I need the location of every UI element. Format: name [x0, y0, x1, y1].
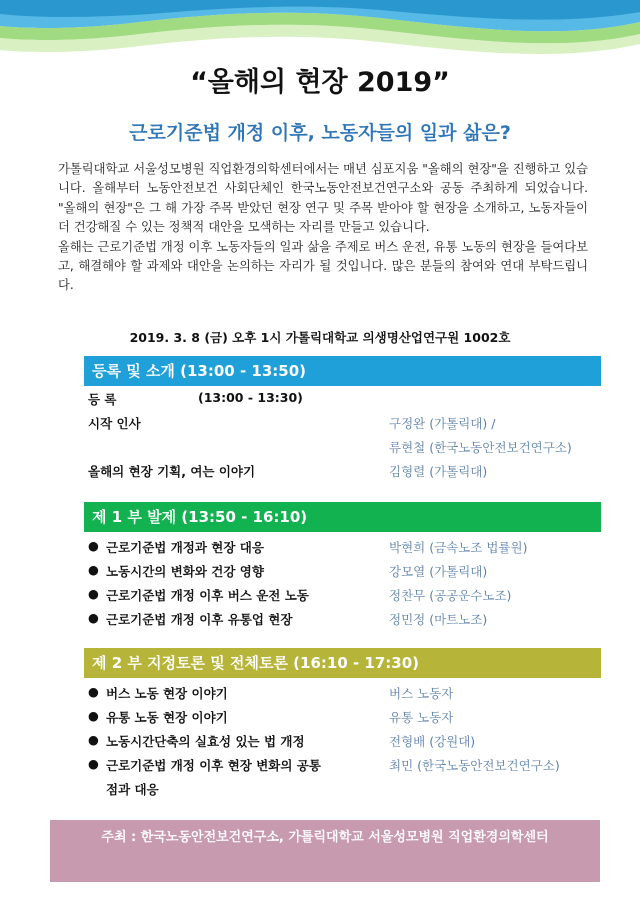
bullet-icon: ● [88, 610, 99, 625]
intro-text [58, 160, 588, 296]
program-speaker: 정찬무 (공공운수노조) [389, 588, 512, 603]
section-heading-registration: 등록 및 소개 (13:00 - 13:50) [84, 356, 601, 386]
event-date-location: 2019. 3. 8 (금) 오후 1시 가톨릭대학교 의생명산업연구원 1002호 [129, 330, 511, 345]
program-speaker: 버스 노동자 [389, 686, 454, 701]
program-item: 근로기준법 개정 이후 현장 변화의 공통 [106, 758, 321, 773]
program-item: 유통 노동 현장 이야기 [106, 710, 228, 725]
program-item: 근로기준법 개정과 현장 대응 [106, 540, 264, 555]
program-row [88, 414, 608, 438]
bullet-icon: ● [88, 756, 99, 771]
bullet-icon: ● [88, 562, 99, 577]
program-row [88, 438, 608, 462]
program-speaker: 전형배 (강원대) [389, 734, 476, 749]
section-heading-part1: 제 1 부 발제 (13:50 - 16:10) [84, 502, 601, 532]
program-speaker: 박현희 (금속노조 법률원) [389, 540, 528, 555]
program-speaker: 최민 (한국노동안전보건연구소) [389, 758, 560, 773]
program-item: 근로기준법 개정 이후 버스 운전 노동 [106, 588, 309, 603]
program-item: 등 록 [88, 392, 117, 407]
program-row [88, 732, 608, 756]
program-row [88, 390, 608, 414]
program-speaker: 강모열 (가톨릭대) [389, 564, 488, 579]
program-row [88, 780, 608, 804]
program-time: (13:00 - 13:30) [198, 390, 303, 405]
program-item: 근로기준법 개정 이후 유통업 현장 [106, 612, 293, 627]
program-speaker: 류현철 (한국노동안전보건연구소) [389, 440, 572, 455]
program-item: 노동시간단축의 실효성 있는 법 개정 [106, 734, 305, 749]
program-speaker: 구정완 (가톨릭대) / [389, 416, 496, 431]
bullet-icon: ● [88, 586, 99, 601]
program-row [88, 562, 608, 586]
program-speaker: 유통 노동자 [389, 710, 454, 725]
program-row [88, 610, 608, 634]
program-item: 노동시간의 변화와 건강 영향 [106, 564, 264, 579]
program-row [88, 586, 608, 610]
program-row [88, 708, 608, 732]
program-row [88, 756, 608, 780]
bullet-icon: ● [88, 684, 99, 699]
program-row [88, 538, 608, 562]
program-speaker: 김형렬 (가톨릭대) [389, 464, 488, 479]
bullet-icon: ● [88, 708, 99, 723]
program-item: 시작 인사 [88, 416, 141, 431]
page-title: “올해의 현장 2019” [190, 67, 450, 98]
section-heading-part2: 제 2 부 지정토론 및 전체토론 (16:10 - 17:30) [84, 648, 601, 678]
program-speaker: 정민정 (마트노조) [389, 612, 488, 627]
program-row [88, 462, 608, 486]
program-item: 버스 노동 현장 이야기 [106, 686, 228, 701]
intro-paragraph: 올해는 근로기준법 개정 이후 노동자들의 일과 삶을 주제로 버스 운전, 유통 노동의 현장을 들여다보고, 해결해야 할 과제와 대안을 논의하는 자리가 될 것입니다. 많은 분들의 참여와 연대 부탁드립니다. [58, 239, 588, 293]
bullet-icon: ● [88, 732, 99, 747]
page-subtitle: 근로기준법 개정 이후, 노동자들의 일과 삶은? [129, 122, 511, 144]
program-row [88, 684, 608, 708]
bullet-icon: ● [88, 538, 99, 553]
program-item: 점과 대응 [106, 782, 159, 797]
program-item: 올해의 현장 기획, 여는 이야기 [88, 464, 256, 479]
intro-paragraph: 가톨릭대학교 서울성모병원 직업환경의학센터에서는 매년 심포지움 "올해의 현장"을 진행하고 있습니다. 올해부터 노동안전보건 사회단체인 한국노동안전보건연구소와 공동 주최하게 되었습니다. "올해의 현장"은 그 해 가장 주목 받았던 현장 연구 및 주목 받아야 할 현장을 소개하고, 노동자들이 더 건강해질 수 있는 정책적 대안을 모색하는 자리를 만들고 있습니다. [58, 162, 588, 235]
organizer-footer: 주최 : 한국노동안전보건연구소, 가톨릭대학교 서울성모병원 직업환경의학센터 [50, 820, 600, 882]
